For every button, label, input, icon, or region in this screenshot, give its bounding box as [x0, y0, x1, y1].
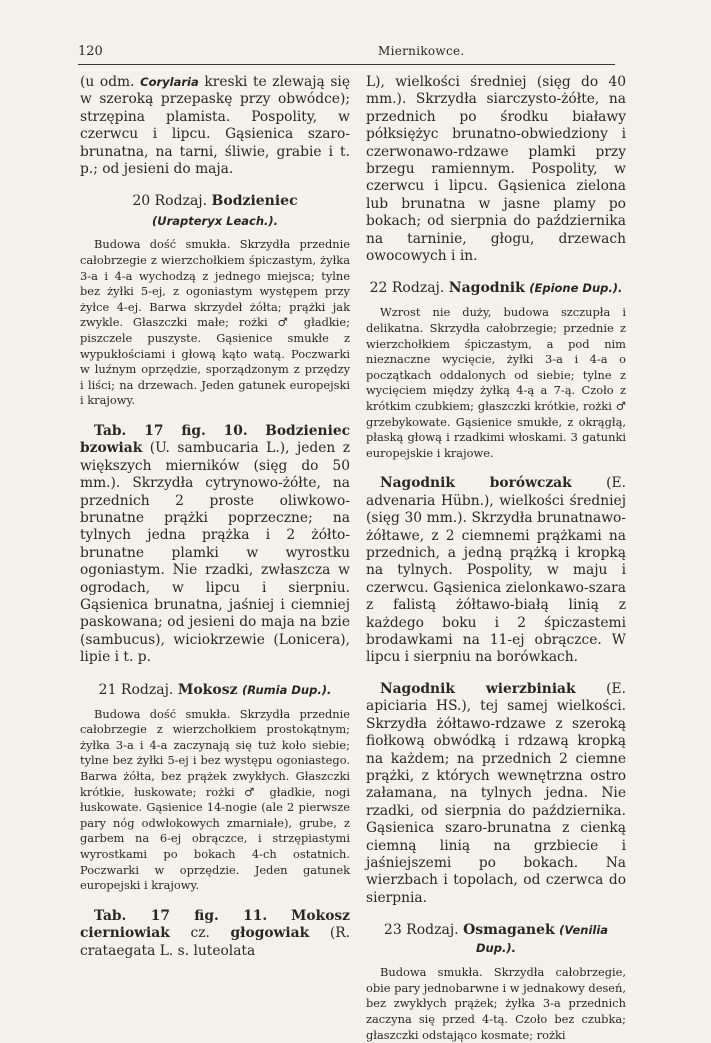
genus-heading-23: 23 Rodzaj. Osmaganek (Venilia Dup.).: [383, 922, 609, 956]
genus-author-20: (Urapteryx Leach.).: [151, 214, 279, 229]
species-entry-cierniowiak: Tab. 17 fig. 11. Mokosz cierniowiak cz. głogowiak (R. crataegata L. s. luteolata: [80, 907, 350, 959]
header-rule: [78, 64, 615, 65]
running-title: Miernikowce.: [378, 44, 465, 58]
genus-heading-22: 22 Rodzaj. Nagodnik (Epione Dup.).: [369, 280, 623, 297]
species-entry-bzowiak: Tab. 17 fig. 10. Bodzieniec bzowiak (U. sambucaria L.), jeden z większych mierników (sięg do 50 mm.). Skrzydła cytrynowo-żółte, na przednich 2 proste oliwkowo-brunatne prążki poprzeczne; na tylnych jedna prążka i 2 żółto-brunatne plamki w wyrostku ogoniastym. Nie rzadki, zwłaszcza w ogrodach, w lipcu i sierpniu. Gąsienica brunatna, jaśniej i ciemniej paskowana; od jesieni do maja na bzie (sambucus), wiciokrzewie (Lonicera), lipie i t. p.: [80, 422, 351, 666]
species-variant-name: Corylaria: [140, 75, 199, 89]
genus-description-22: Wzrost nie duży, budowa szczupła i delikatna. Skrzydła całobrzegie; przednie z wierzchołkiem śpiczastym, a pod nim nieznaczne wycięcie, żyłki 3-a i 4-a o początkach oddalonych od siebie; tylne z wycięciem między żyłką 4-ą a 7-ą. Czoło z krótkim czubkiem; głaszczki krótkie, rożki ♂ grzebykowate. Gąsienice smukłe, z okrągłą, płaską głową i rzadkimi włoskami. 3 gatunki europejskie i krajowe.: [366, 305, 626, 460]
genus-description-21: Budowa dość smukła. Skrzydła przednie całobrzegie z wierzchołkiem prostokątnym; żyłka 3-a i 4-a zaczynają się tuż koło siebie; tylne bez żyłki 5-ej i bez występu ogoniastego. Barwa żółta, bez prążek zwykłych. Głaszczki krótkie, łuskowate; rożki ♂ gładkie, nogi łuskowate. Gąsienice 14-nogie (ale 2 pierwsze pary nóg odwłokowych zmarniałe), grube, z garbem na 6-ej obrączce, i strzępiastymi wyrostkami po bokach 4-ch ostatnich. Poczwarki w oprzędzie. Jeden gatunek europejski i krajowy.: [80, 706, 350, 893]
page-number: 120: [78, 44, 103, 59]
genus-description-20: Budowa dość smukła. Skrzydła przednie całobrzegie z wierzchołkiem śpiczastym, żyłka 3-a i 4-a wychodzą z jednego miejsca; tylne bez żyłki 5-ej, z ogoniastym występem przy żyłce 4-ej. Barwa skrzydeł żółta; prążki jak zwykle. Głaszczki małe; rożki ♂ gładkie; piszczele puszyste. Gąsienice smukłe z wypukłościami i głową kąto watą. Poczwarki w luźnym oprzędzie, sporządzonym z przędzy i liści; na drzewach. Jeden gatunek europejski i krajowy.: [80, 237, 350, 408]
genus-description-23: Budowa smukła. Skrzydła całobrzegie, obie pary jednobarwne i w jednakowy deseń, bez zwykłych prążek; żyłka 3-a przednich zaczyna się przed 4-tą. Czoło bez czubka; głaszczki odstająco kosmate; rożki: [366, 965, 626, 1042]
paragraph-continuation: (u odm. Corylaria kreski te zlewają się w szeroką przepaskę przy obwódce); strzępina plamista. Pospolity, w czerwcu i lipcu. Gąsienica szaro-brunatna, na tarni, śliwie, grabie i t. p.; od jesieni do maja.: [80, 74, 350, 178]
genus-heading-20: 20 Rodzaj. Bodzieniec: [132, 193, 298, 210]
right-column: [366, 74, 626, 1043]
left-column: [80, 74, 350, 960]
species-entry-wierzbiniak: Nagodnik wierzbiniak (E. apiciaria HS.), tej samej wielkości. Skrzydła żółtawo-rdzawe z szeroką fiołkową obwódką i rdzawą kropką na każdem; na przednich 2 ciemne prążki, z których wewnętrzna ostro załamana, na tylnych jedna. Nie rzadki, od sierpnia do października. Gąsienica szaro-brunatna z cienką ciemną linią na grzbiecie i jaśniejszemi po bokach. Na wierzbach i topolach, od czerwca do sierpnia.: [366, 680, 626, 906]
species-entry-borowczak: Nagodnik borówczak (E. advenaria Hübn.), wielkości średniej (sięg 30 mm.). Skrzydła brunatnawo-żółtawe, z 2 ciemnemi prążkami na przednich, a jedną prążką i kropką na tylnych. Pospolity, w maju i czerwcu. Gąsienica zielonkawo-szara z falistą żółtawo-białą linią z każdego boku i 2 śpiczastemi brodawkami na 11-ej obrączce. W lipcu i sierpniu na borówkach.: [366, 475, 626, 666]
genus-heading-21: 21 Rodzaj. Mokosz (Rumia Dup.).: [98, 681, 332, 698]
page-header: [78, 44, 615, 64]
paragraph-continuation-right: L), wielkości średniej (sięg do 40 mm.). Skrzydła siarczysto-żółte, na przednich po środku białawy półksiężyc brunatno-obwiedziony i czerwonawo-rdzawe plamki przy brzegu ramiennym. Pospolity, w czerwcu i lipcu. Gąsienica zielona lub brunatna w jasne plamy po bokach; od sierpnia do października na tarninie, głogu, drzewach owocowych i in.: [366, 74, 626, 265]
